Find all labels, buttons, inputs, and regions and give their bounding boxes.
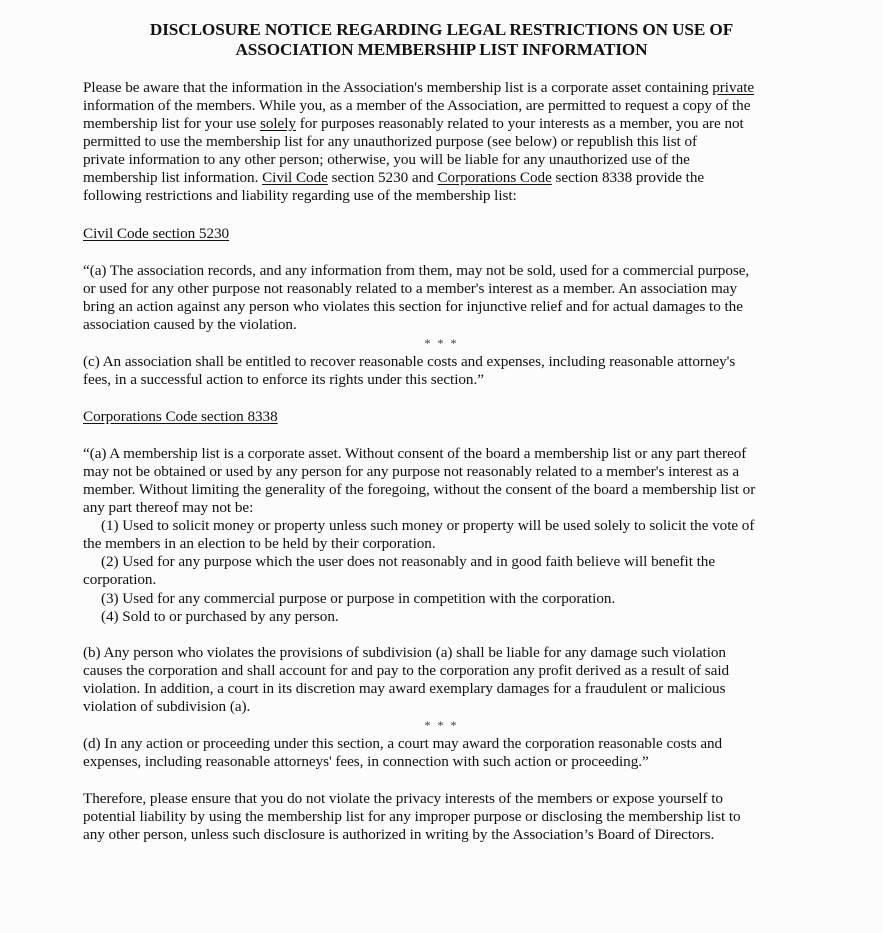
civil-code-heading: Civil Code section 5230 <box>83 225 230 242</box>
corporations-code-b-line: violation of subdivision (a). <box>83 698 251 715</box>
corporations-code-b-line: violation. In addition, a court in its discretion may award exemplary damages for a fraudulent or malicious <box>83 680 726 697</box>
intro-line: information of the members. While you, as a member of the Association, are permitted to request a copy of the <box>83 97 751 114</box>
list-item-2: (2) Used for any purpose which the user does not reasonably and in good faith believe will benefit the <box>101 553 716 570</box>
corporations-code-d-line: (d) In any action or proceeding under this section, a court may award the corporation reasonable costs and <box>83 735 723 752</box>
corporations-code-a-line: any part thereof may not be: <box>83 499 254 516</box>
closing-line: Therefore, please ensure that you do not violate the privacy interests of the members or expose yourself to <box>83 790 723 807</box>
corporations-code-a-line: may not be obtained or used by any person for any purpose not reasonably related to a member's interest as a <box>83 463 740 480</box>
underlined-solely: solely <box>259 115 296 132</box>
intro-line: following restrictions and liability regarding use of the membership list: <box>83 187 517 204</box>
civil-code-c-line: fees, in a successful action to enforce its rights under this section.” <box>83 371 484 388</box>
document-title-line-2: ASSOCIATION MEMBERSHIP LIST INFORMATION <box>235 40 648 59</box>
list-item-1-continued: the members in an election to be held by their corporation. <box>83 535 436 552</box>
underlined-civil-code: Civil Code <box>262 169 328 186</box>
list-item-3: (3) Used for any commercial purpose or purpose in competition with the corporation. <box>101 590 616 607</box>
underlined-corporations-code: Corporations Code <box>437 169 552 186</box>
list-item-1: (1) Used to solicit money or property unless such money or property will be used solely to solicit the vote of <box>101 517 755 534</box>
intro-text: membership list information. <box>83 169 263 186</box>
corporations-code-b-line: (b) Any person who violates the provisions of subdivision (a) shall be liable for any damage such violation <box>83 644 726 661</box>
corporations-code-heading: Corporations Code section 8338 <box>83 408 278 425</box>
intro-text: membership list for your use <box>83 115 260 132</box>
corporations-code-a-line: “(a) A membership list is a corporate asset. Without consent of the board a membership list or any part thereof <box>83 445 747 462</box>
civil-code-a-line: “(a) The association records, and any information from them, may not be sold, used for a commercial purpose, <box>83 262 750 279</box>
intro-line <box>83 79 754 97</box>
corporations-code-a-line: member. Without limiting the generality of the foregoing, without the consent of the board a membership list or <box>83 481 756 498</box>
section-separator: * * * <box>424 718 459 732</box>
list-item-2-continued: corporation. <box>83 571 157 588</box>
closing-line: potential liability by using the membership list for any improper purpose or disclosing the membership list to <box>83 808 741 825</box>
intro-text: for purposes reasonably related to your interests as a member, you are not <box>295 115 744 132</box>
corporations-code-d-line: expenses, including reasonable attorneys' fees, in connection with such action or proceeding.” <box>83 753 649 770</box>
civil-code-c-line: (c) An association shall be entitled to recover reasonable costs and expenses, including reasonable attorney's <box>83 353 736 370</box>
intro-line <box>83 169 704 187</box>
civil-code-a-line: association caused by the violation. <box>83 316 297 333</box>
civil-code-a-line: bring an action against any person who violates this section for injunctive relief and for actual damages to the <box>83 298 743 315</box>
document-title-line-1: DISCLOSURE NOTICE REGARDING LEGAL RESTRICTIONS ON USE OF <box>149 20 734 39</box>
intro-line <box>83 115 744 133</box>
section-separator: * * * <box>424 336 459 350</box>
intro-line: private information to any other person; otherwise, you will be liable for any unauthorized use of the <box>83 151 690 168</box>
civil-code-a-line: or used for any other purpose not reasonably related to a member's interest as a member. An association may <box>83 280 738 297</box>
intro-line: permitted to use the membership list for any unauthorized purpose (see below) or republish this list of <box>83 133 698 150</box>
intro-text: section 5230 and <box>327 169 438 186</box>
underlined-private: private <box>712 79 755 96</box>
closing-line: any other person, unless such disclosure is authorized in writing by the Association’s Board of Directors. <box>83 826 715 843</box>
intro-text: section 8338 provide the <box>551 169 705 186</box>
list-item-4: (4) Sold to or purchased by any person. <box>101 608 339 625</box>
intro-text: Please be aware that the information in the Association's membership list is a corporate asset containing <box>83 79 713 96</box>
corporations-code-b-line: causes the corporation and shall account for and pay to the corporation any profit derived as a result of said <box>83 662 730 679</box>
